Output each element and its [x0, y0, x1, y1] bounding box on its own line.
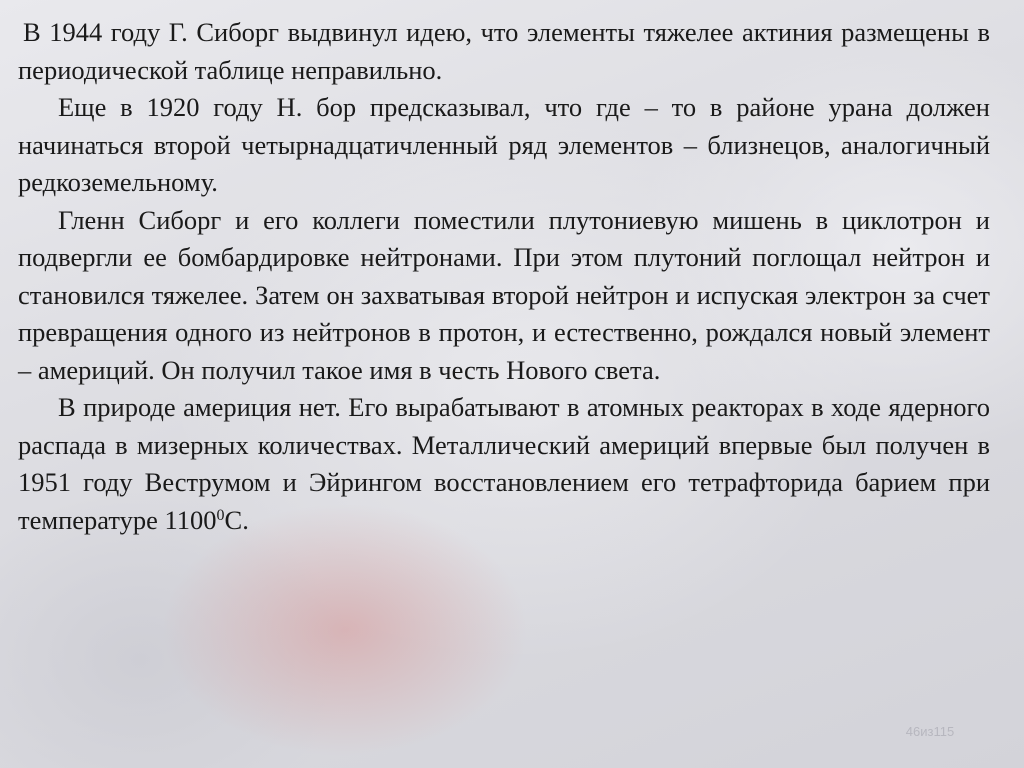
paragraph-cyclotron-experiment: Гленн Сиборг и его коллеги поместили плутониевую мишень в циклотрон и подвергли ее бомбардировке нейтронами. При этом плутоний поглощал нейтрон и становился тяжелее. Затем он захватывая второй нейтрон и испуская электрон за счет превращения одного из нейтронов в протон, и естественно, рождался новый элемент – америций. Он получил такое имя в честь Нового света.	[18, 204, 990, 385]
degree-superscript: 0	[216, 506, 225, 524]
page-number: 46из115	[905, 724, 955, 739]
paragraph-americium-production	[18, 389, 990, 539]
paragraph-seaborg-idea: В 1944 году Г. Сиборг выдвинул идею, что элементы тяжелее актиния размещены в периодической таблице неправильно.	[18, 17, 990, 85]
paragraph-bohr-prediction: Еще в 1920 году Н. бор предсказывал, что где – то в районе урана должен начинаться второй четырнадцатичленный ряд элементов – близнецов, аналогичный редкоземельному.	[18, 92, 990, 197]
temperature-unit: С.	[224, 504, 249, 535]
slide-text	[18, 14, 990, 539]
paragraph-americium-text: В природе америция нет. Его вырабатывают в атомных реакторах в ходе ядерного распада в мизерных количествах. Металлический америций впервые был получен в 1951 году Веструмом и Эйрингом восстановлением его тетрафторида барием при температуре 1100	[18, 392, 990, 535]
